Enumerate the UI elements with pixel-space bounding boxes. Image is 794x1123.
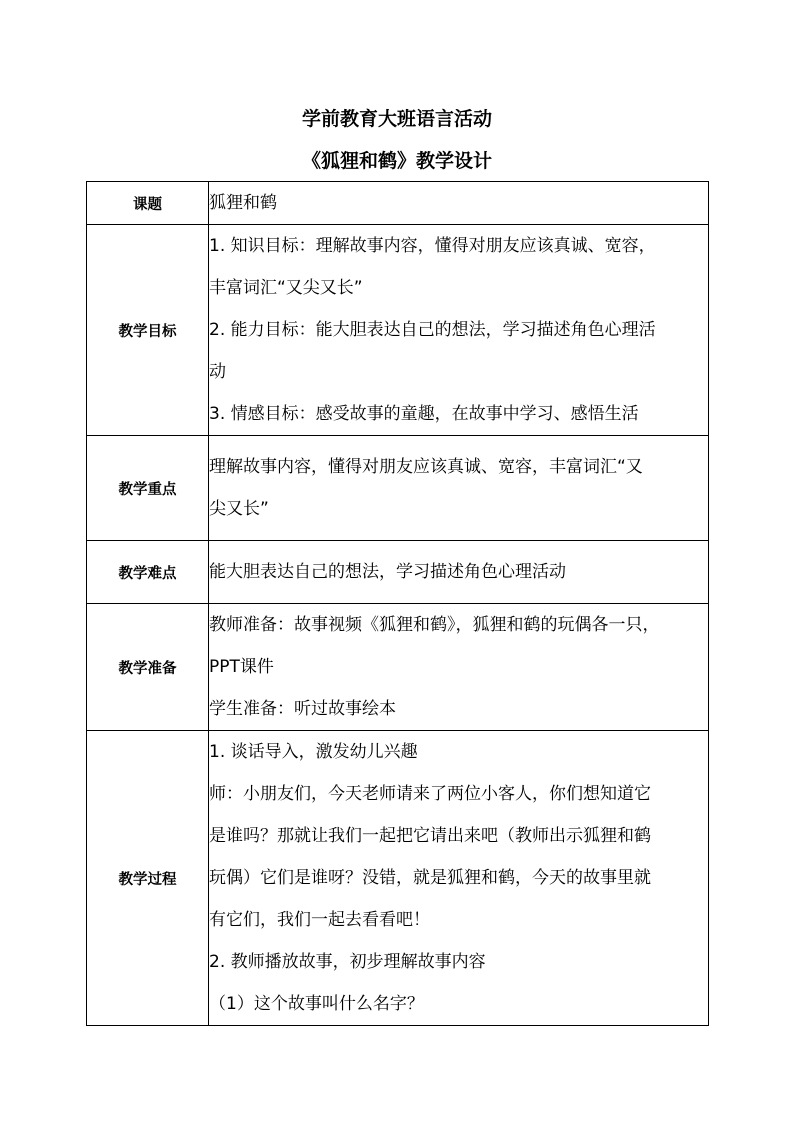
content-line: 狐狸和鹤 [209,193,277,213]
content-line: 2. 能力目标：能大胆表达自己的想法，学习描述角色心理活 [209,320,656,340]
content-line: 尖又长” [209,499,269,519]
table-row-process [87,731,709,1026]
table-row-key-points [87,436,709,541]
document-title: 学前教育大班语言活动 [301,108,492,130]
row-label-process: 教学过程 [87,731,209,1026]
content-line: 1. 知识目标：理解故事内容，懂得对朋友应该真诚、宽容， [209,236,656,256]
content-line: 师：小朋友们，今天老师请来了两位小客人，你们想知道它 [209,784,651,804]
content-line: 动 [209,362,226,382]
row-content-objectives [209,225,709,436]
content-line: （1）这个故事叫什么名字？ [209,994,424,1014]
row-label-preparation: 教学准备 [87,604,209,731]
content-line: 理解故事内容，懂得对朋友应该真诚、宽容，丰富词汇“又 [209,457,643,477]
document-subtitle: 《狐狸和鹤》教学设计 [301,150,492,172]
table-row-difficulties [87,541,709,604]
row-content-process [209,731,709,1026]
row-content-difficulties [209,541,709,604]
table-row-objectives [87,225,709,436]
table-row-preparation [87,604,709,731]
row-label-difficulties: 教学难点 [87,541,209,604]
content-line: 学生准备：听过故事绘本 [209,699,396,719]
content-line: 1. 谈话导入，激发幼儿兴趣 [209,742,418,762]
row-content-topic [209,182,709,225]
content-line: 教师准备：故事视频《狐狸和鹤》，狐狸和鹤的玩偶各一只， [209,615,660,635]
content-line: 2. 教师播放故事，初步理解故事内容 [209,952,486,972]
content-line: 丰富词汇“又尖又长” [209,278,363,298]
row-label-key-points: 教学重点 [87,436,209,541]
row-label-objectives: 教学目标 [87,225,209,436]
row-content-key-points [209,436,709,541]
content-line: 玩偶）它们是谁呀？没错，就是狐狸和鹤，今天的故事里就 [209,868,651,888]
content-line: 有它们，我们一起去看看吧！ [209,910,430,930]
row-label-topic: 课题 [87,182,209,225]
lesson-plan-table [86,181,709,1026]
row-content-preparation [209,604,709,731]
content-line: 是谁吗？那就让我们一起把它请出来吧（教师出示狐狸和鹤 [209,826,651,846]
content-line: 3. 情感目标：感受故事的童趣，在故事中学习、感悟生活 [209,404,639,424]
content-line: PPT课件 [209,657,274,677]
content-line: 能大胆表达自己的想法，学习描述角色心理活动 [209,562,566,582]
table-row-topic [87,182,709,225]
